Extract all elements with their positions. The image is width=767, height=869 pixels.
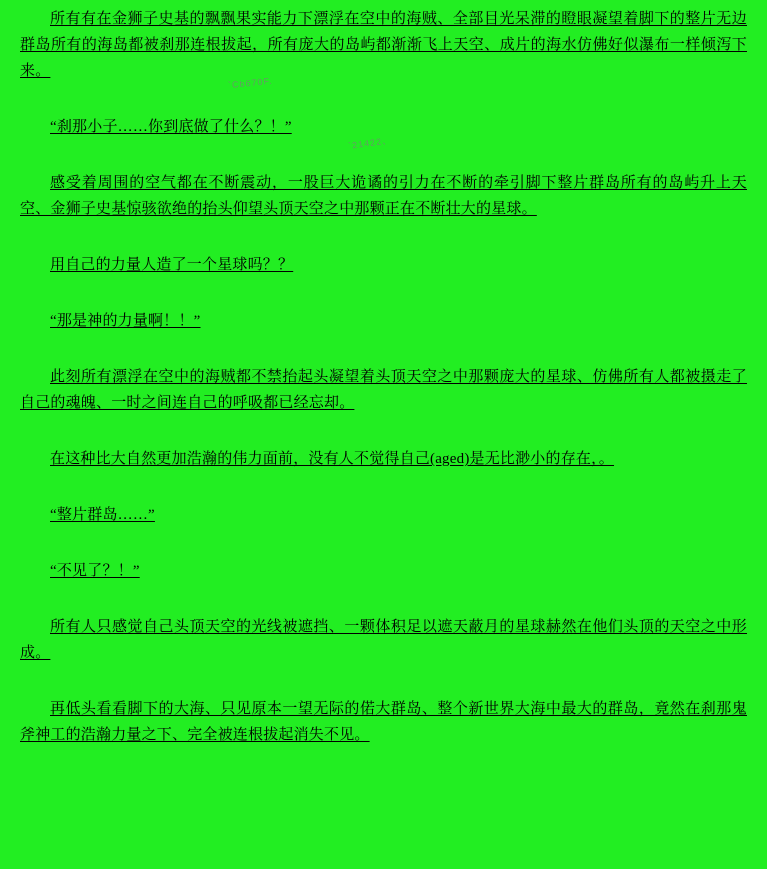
watermark-artifact: `21422、 (347, 134, 393, 152)
paragraph: 用自己的力量人造了一个星球吗？？ (50, 257, 294, 273)
paragraph: “整片群岛……” (50, 507, 155, 523)
paragraph: “刹那小子……你到底做了什么？！” (50, 119, 292, 135)
paragraph-spacer (20, 292, 747, 308)
watermark-artifact: `Cb670F. (227, 75, 273, 91)
paragraph: 在这种比大自然更加浩瀚的伟力面前，没有人不觉得自己(aged)是无比渺小的存在，。 (50, 451, 615, 467)
paragraph: 再低头看看脚下的大海、只见原本一望无际的偌大群岛、整个新世界大海中最大的群岛，竟然在刹那鬼斧神工的浩瀚力量之下、完全被连根拔起消失不见。 (20, 701, 747, 743)
paragraph: 此刻所有漂浮在空中的海贼都不禁抬起头凝望着头顶天空之中那颗庞大的星球、仿佛所有人都被摄走了自己的魂魄、一时之间连自己的呼吸都已经忘却。 (20, 369, 747, 411)
paragraph: “不见了？！” (50, 563, 140, 579)
paragraph-spacer (20, 98, 747, 114)
paragraph-spacer (20, 430, 747, 446)
paragraph: 感受着周围的空气都在不断震动，一股巨大诡谲的引力在不断的牵引脚下整片群岛所有的岛屿升上天空、金狮子史基惊骇欲绝的抬头仰望头顶天空之中那颗正在不断壮大的星球。 (20, 175, 747, 217)
paragraph-spacer (20, 154, 747, 170)
paragraph: 所有人只感觉自己头顶天空的光线被遮挡、一颗体积足以遮天蔽月的星球赫然在他们头顶的天空之中形成。 (20, 619, 747, 661)
paragraph-spacer (20, 486, 747, 502)
paragraph-spacer (20, 236, 747, 252)
paragraph-spacer (20, 348, 747, 364)
paragraph-spacer (20, 680, 747, 696)
paragraph-spacer (20, 598, 747, 614)
paragraph: “那是神的力量啊！！” (50, 313, 201, 329)
paragraph-spacer (20, 542, 747, 558)
paragraph: 所有有在金狮子史基的飘飘果实能力下漂浮在空中的海贼、全部目光呆滞的瞪眼凝望着脚下的整片无边群岛所有的海岛都被刹那连根拔起，所有庞大的岛屿都渐渐飞上天空、成片的海水仿佛好似瀑布一样倾泻下来。 (20, 11, 747, 79)
